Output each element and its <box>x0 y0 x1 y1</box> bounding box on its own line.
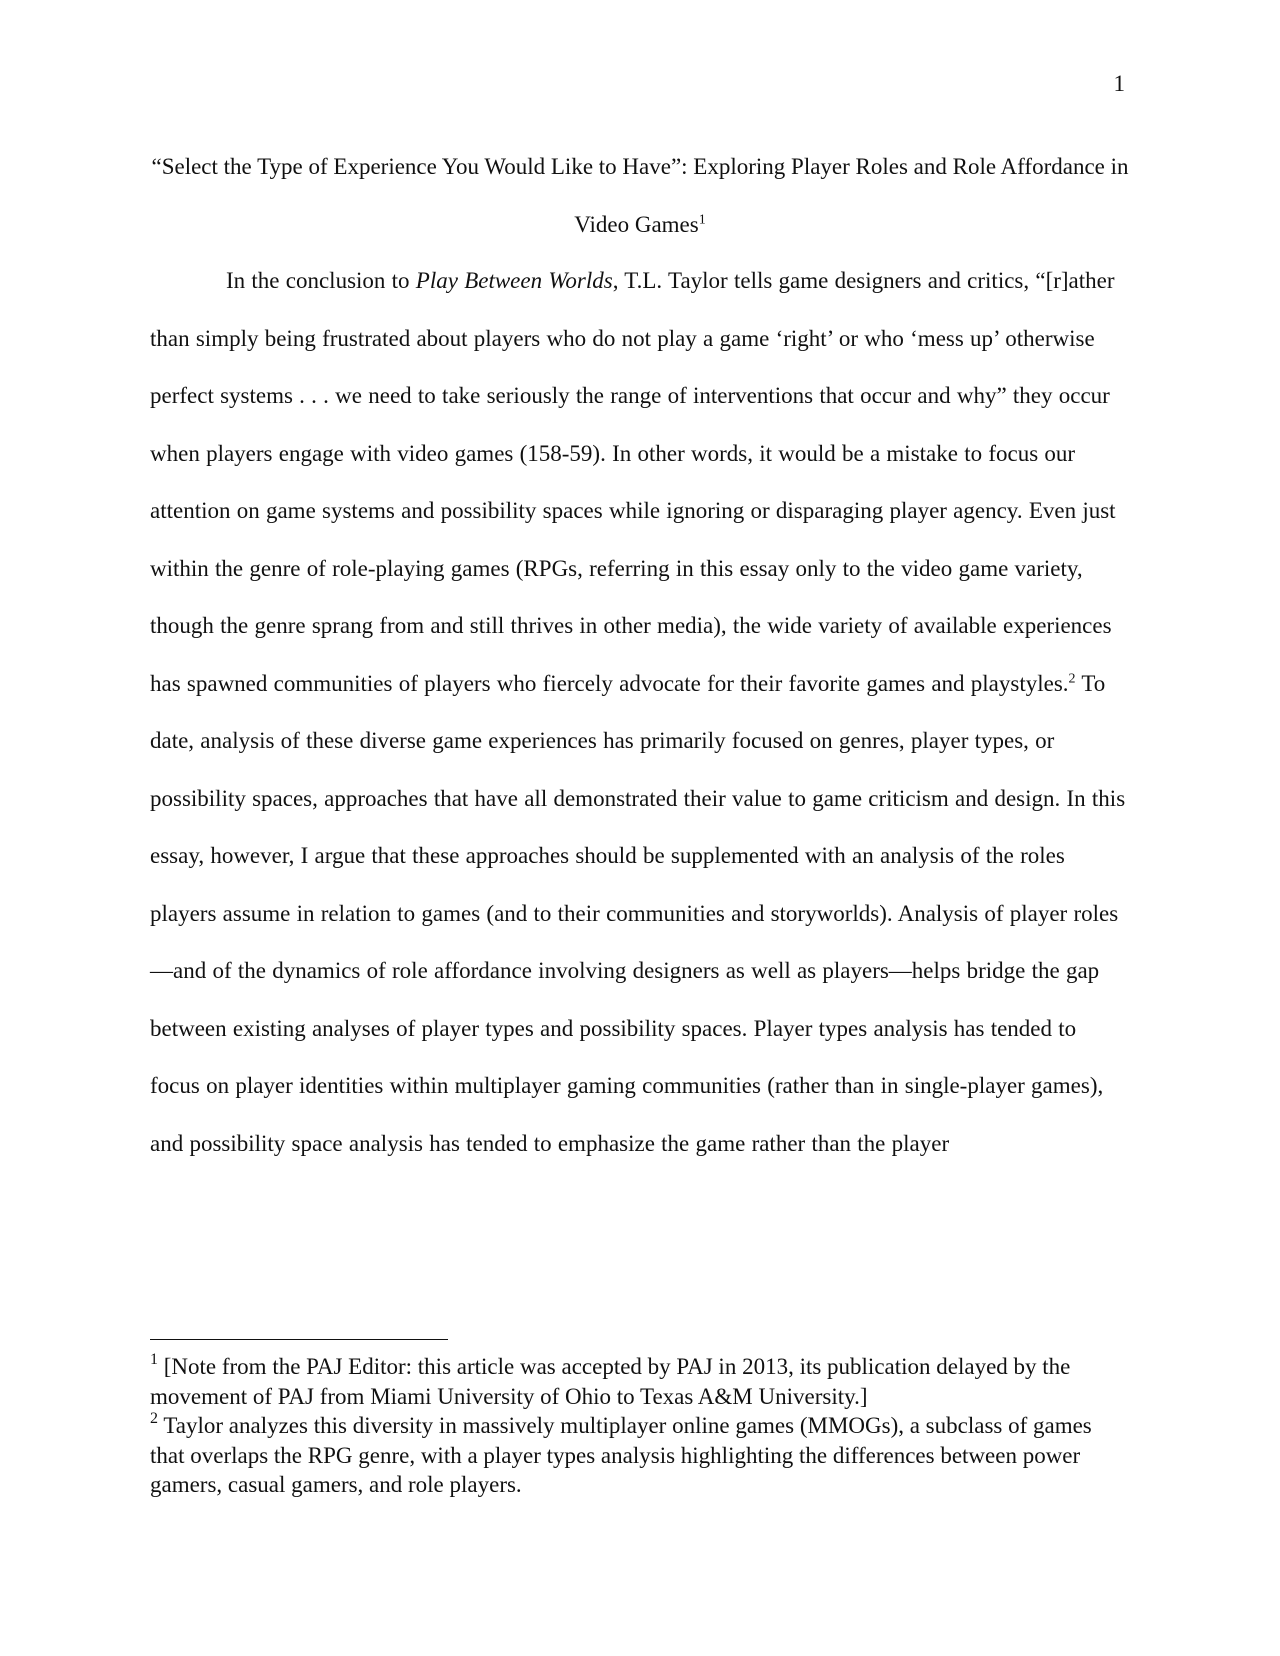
book-title: Play Between Worlds <box>415 268 613 293</box>
title-footnote-marker[interactable]: 1 <box>698 211 706 227</box>
footnote-2-text: Taylor analyzes this diversity in massively multiplayer online games (MMOGs), a subclass of games that overlaps the RPG genre, with a player types analysis highlighting the differences between power gamers, casual gamers, and role players. <box>150 1413 1092 1497</box>
footnote-separator <box>150 1339 448 1340</box>
article-title <box>150 138 1130 253</box>
footnote-1-marker: 1 <box>150 1351 158 1368</box>
body-text-part-1: , T.L. Taylor tells game designers and critics, “[r]ather than simply being frustrated about players who do not play a game ‘right’ or who ‘mess up’ otherwise perfect systems . . . we need to take seriously the range of interventions that occur and why” they occur when players engage with video games (158-59). In other words, it would be a mistake to focus our attention on game systems and possibility spaces while ignoring or disparaging player agency. Even just within the genre of role-playing games (RPGs, referring in this essay only to the video game variety, though the genre sprang from and still thrives in other media), the wide variety of available experiences has spawned communities of players who fiercely advocate for their favorite games and playstyles. <box>150 268 1116 696</box>
footnote-1-text: [Note from the PAJ Editor: this article was accepted by PAJ in 2013, its publication delayed by the movement of PAJ from Miami University of Ohio to Texas A&M University.] <box>150 1354 1071 1409</box>
body-text-part-2: To date, analysis of these diverse game experiences has primarily focused on genres, player types, or possibility spaces, approaches that have all demonstrated their value to game criticism and design. In this essay, however, I argue that these approaches should be supplemented with an analysis of the roles players assume in relation to games (and to their communities and storyworlds). Analysis of player roles—and of the dynamics of role affordance involving designers as well as players—helps bridge the gap between existing analyses of player types and possibility spaces. Player types analysis has tended to focus on player identities within multiplayer gaming communities (rather than in single-player games), and possibility space analysis has tended to emphasize the game rather than the player <box>150 670 1126 1156</box>
body-footnote-marker[interactable]: 2 <box>1068 670 1076 686</box>
article-title-text: “Select the Type of Experience You Would Like to Have”: Exploring Player Roles and Role Affordance in Video Games <box>151 154 1129 237</box>
footnotes-section <box>150 1352 1130 1500</box>
footnote-2 <box>150 1411 1130 1500</box>
footnote-2-marker: 2 <box>150 1410 158 1427</box>
body-lead-text: In the conclusion to <box>226 268 416 293</box>
body-paragraph <box>150 252 1130 1172</box>
footnote-1 <box>150 1352 1130 1411</box>
page-number: 1 <box>1113 71 1125 96</box>
